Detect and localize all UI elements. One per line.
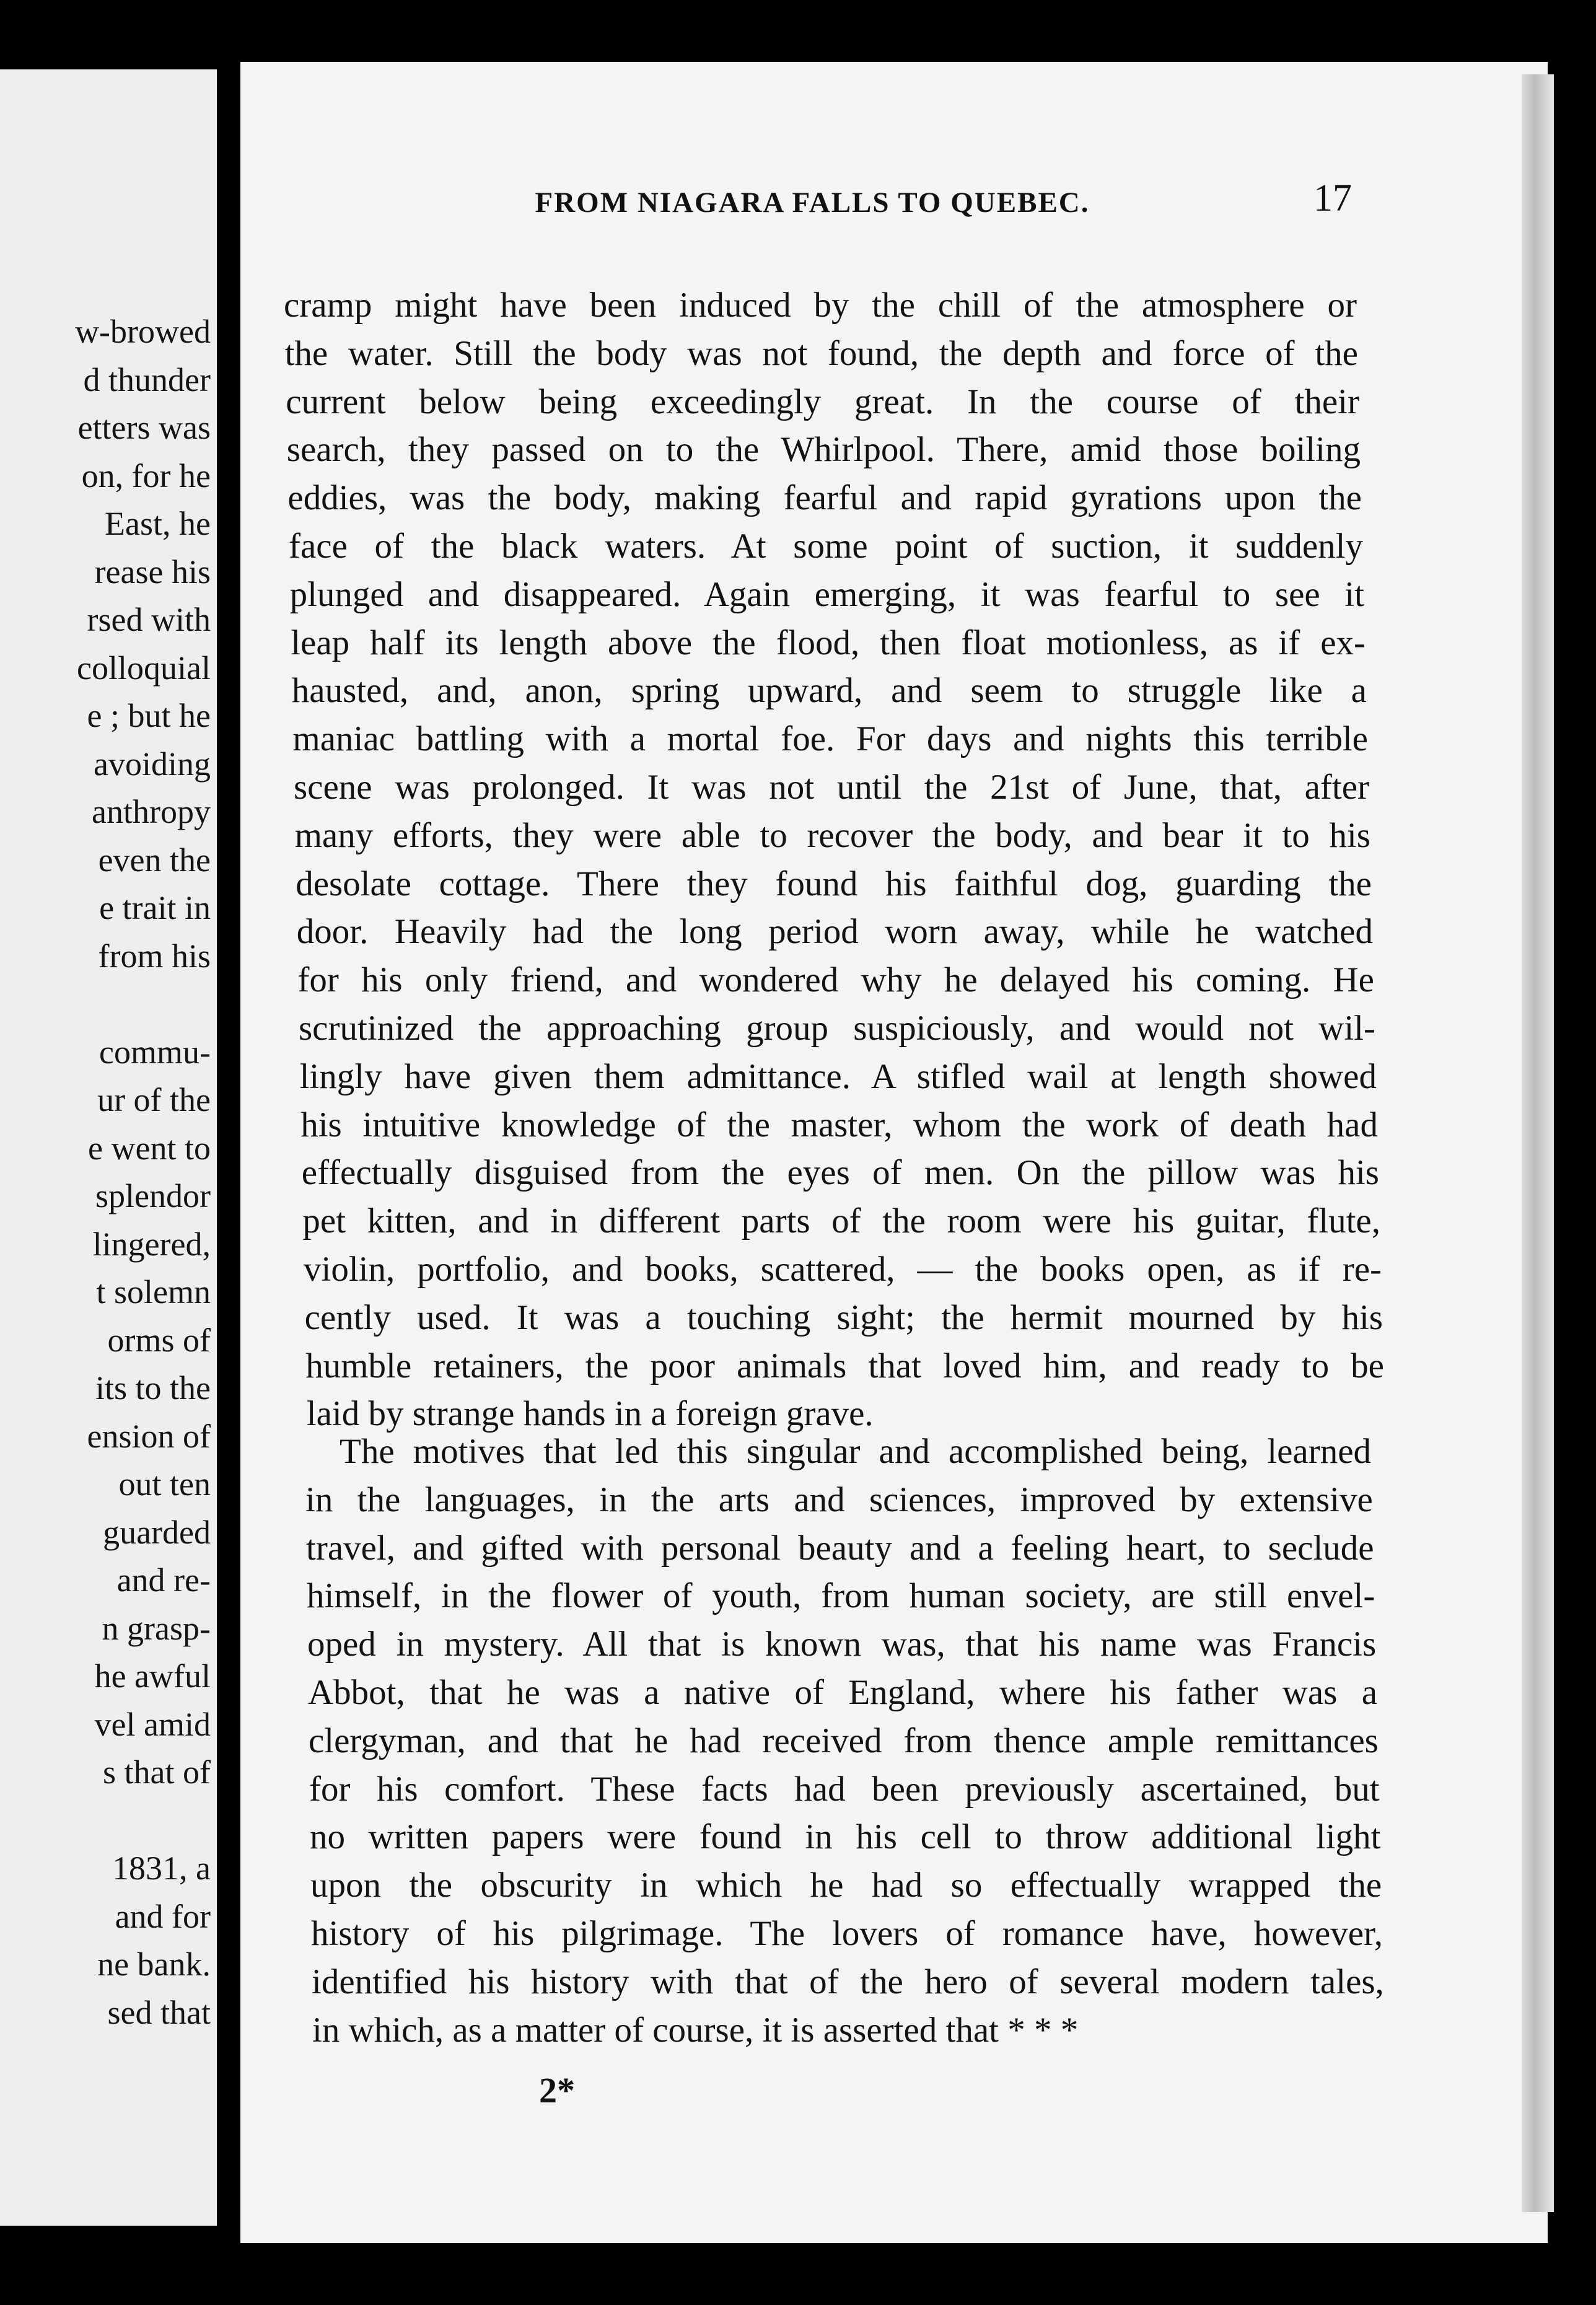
left-page-line: and re- xyxy=(116,1561,211,1599)
paragraph2-line: for his comfort. These facts had been previously ascertained, but xyxy=(309,1769,1380,1809)
paragraph1-line: for his only friend, and wondered why he delayed his coming. He xyxy=(297,960,1374,1000)
left-page-line: e went to xyxy=(88,1129,211,1167)
paragraph2-line: no written papers were found in his cell to throw additional light xyxy=(310,1817,1381,1857)
paragraph2-line: identified his history with that of the hero of several modern tales, xyxy=(312,1962,1384,2001)
page-edge xyxy=(1522,74,1554,2212)
paragraph1-line: scene was prolonged. It was not until the 21st of June, that, after xyxy=(294,768,1369,807)
paragraph2-line: oped in mystery. All that is known was, that his name was Francis xyxy=(307,1625,1377,1664)
running-head: FROM NIAGARA FALLS TO QUEBEC. xyxy=(535,187,1090,219)
paragraph1-line: search, they passed on to the Whirlpool. There, amid those boiling xyxy=(286,430,1361,470)
left-page-line: ur of the xyxy=(97,1081,211,1118)
page-number: 17 xyxy=(1313,177,1352,219)
paragraph2-line: history of his pilgrimage. The lovers of romance have, however, xyxy=(311,1914,1383,1953)
left-page-line: colloquial xyxy=(77,649,211,687)
paragraph1-line: violin, portfolio, and books, scattered, — the books open, as if re- xyxy=(304,1250,1382,1289)
paragraph1-line: many efforts, they were able to recover the body, and bear it to his xyxy=(294,815,1370,855)
left-page-line: sed that xyxy=(107,1993,211,2031)
paragraph2-line: himself, in the flower of youth, from human society, are still envel- xyxy=(307,1576,1375,1616)
left-page-line: splendor xyxy=(95,1177,211,1214)
left-page-line: rsed with xyxy=(87,601,211,638)
paragraph1-line: cently used. It was a touching sight; the hermit mourned by his xyxy=(304,1297,1383,1337)
paragraph1-line: the water. Still the body was not found, the depth and force of the xyxy=(284,333,1358,373)
paragraph2-line: Abbot, that he was a native of England, where his father was a xyxy=(308,1673,1377,1712)
left-page-line: t solemn xyxy=(96,1273,211,1311)
left-page-line: he awful xyxy=(94,1657,211,1695)
left-page-line: e ; but he xyxy=(87,697,211,734)
left-page-line: guarded xyxy=(103,1513,211,1551)
left-page-line: avoiding xyxy=(94,745,211,783)
paragraph2-line: travel, and gifted with personal beauty and a feeling heart, to seclude xyxy=(306,1528,1374,1568)
left-page-line: and for xyxy=(115,1897,211,1935)
left-page-line: out ten xyxy=(118,1465,211,1503)
left-page-line: anthropy xyxy=(92,793,211,830)
paragraph1-line: laid by strange hands in a foreign grave. xyxy=(306,1394,874,1434)
paragraph1-line: his intuitive knowledge of the master, whom the work of death had xyxy=(300,1105,1378,1144)
paragraph1-line: cramp might have been induced by the chill of the atmosphere or xyxy=(284,286,1357,325)
left-page-line: vel amid xyxy=(94,1705,211,1743)
left-page-line: 1831, a xyxy=(112,1850,211,1887)
left-page-line: even the xyxy=(98,841,211,879)
paragraph2-line: in which, as a matter of course, it is asserted that * * * xyxy=(312,2010,1079,2050)
paragraph1-line: humble retainers, the poor animals that loved him, and ready to be xyxy=(305,1346,1384,1385)
paragraph1-line: plunged and disappeared. Again emerging, it was fearful to see it xyxy=(289,574,1364,614)
left-page-line: n grasp- xyxy=(102,1609,211,1647)
paragraph2-line: in the languages, in the arts and sciences, improved by extensive xyxy=(305,1480,1373,1519)
left-page-line: its to the xyxy=(95,1369,211,1407)
left-page-line: lingered, xyxy=(92,1225,211,1263)
paragraph2-line: The motives that led this singular and accomplished being, learned xyxy=(340,1432,1371,1471)
paragraph1-line: door. Heavily had the long period worn away, while he watched xyxy=(296,912,1373,952)
paragraph1-line: pet kitten, and in different parts of the room were his guitar, flute, xyxy=(302,1201,1380,1241)
paragraph1-line: lingly have given them admittance. A stifled wail at length showed xyxy=(299,1056,1377,1096)
paragraph2-line: clergyman, and that he had received from thence ample remittances xyxy=(309,1721,1379,1760)
left-page-line: etters was xyxy=(77,409,211,446)
left-page-line: w-browed xyxy=(75,313,211,350)
left-page-line: orms of xyxy=(107,1321,211,1359)
left-page-line: d thunder xyxy=(83,361,211,398)
paragraph1-line: leap half its length above the flood, then float motionless, as if ex- xyxy=(291,623,1366,662)
left-page-line: s that of xyxy=(103,1754,211,1791)
left-page-line: commu- xyxy=(99,1033,211,1071)
paragraph1-line: desolate cottage. There they found his faithful dog, guarding the xyxy=(296,864,1372,903)
paragraph1-line: current below being exceedingly great. In the course of their xyxy=(286,382,1359,421)
paragraph1-line: eddies, was the body, making fearful and rapid gyrations upon the xyxy=(287,478,1362,518)
signature-mark: 2* xyxy=(539,2070,575,2110)
paragraph1-line: hausted, and, anon, spring upward, and seem to struggle like a xyxy=(291,671,1367,711)
left-page-line: e trait in xyxy=(99,889,211,926)
left-page-line: on, for he xyxy=(81,457,211,494)
paragraph1-line: scrutinized the approaching group suspiciously, and would not wil- xyxy=(299,1009,1375,1048)
left-page-line: ension of xyxy=(87,1417,211,1455)
left-page-line: rease his xyxy=(94,553,211,591)
left-page-line: from his xyxy=(98,937,211,975)
paragraph1-line: face of the black waters. At some point of suction, it suddenly xyxy=(289,527,1363,566)
left-page-line: East, he xyxy=(105,505,211,542)
paragraph1-line: maniac battling with a mortal foe. For days and nights this terrible xyxy=(292,719,1368,759)
left-page-line: ne bank. xyxy=(97,1946,211,1983)
paragraph2-line: upon the obscurity in which he had so effectually wrapped the xyxy=(310,1866,1382,1905)
left-page-fragment xyxy=(0,69,217,2226)
paragraph1-line: effectually disguised from the eyes of men. On the pillow was his xyxy=(301,1153,1379,1193)
